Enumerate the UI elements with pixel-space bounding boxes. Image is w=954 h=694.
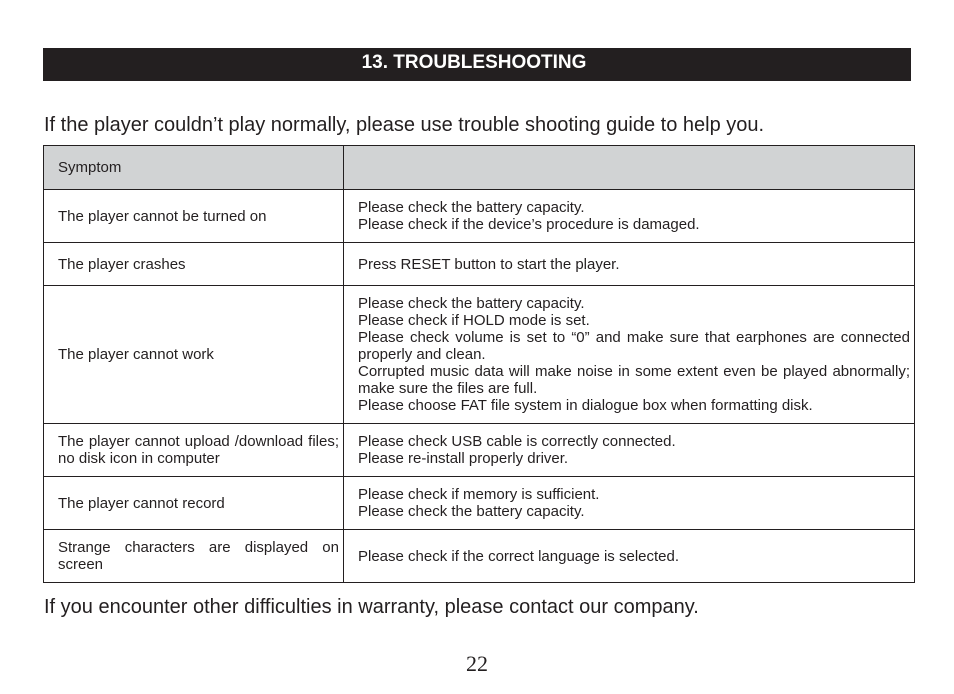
- symptom-cell: The player cannot be turned on: [44, 190, 344, 243]
- solution-line: Please check USB cable is correctly connected.: [358, 433, 676, 450]
- table-row: [44, 424, 915, 477]
- table-row: [44, 190, 915, 243]
- solution-cell: [344, 190, 915, 243]
- solution-line: Press RESET button to start the player.: [358, 255, 620, 273]
- section-title: 13. TROUBLESHOOTING: [43, 48, 911, 81]
- solution-line: Please check volume is set to “0” and make sure that earphones are connected properly and clean.: [358, 329, 910, 363]
- troubleshooting-table: [43, 145, 915, 583]
- solution-line: Please check if the device’s procedure is damaged.: [358, 216, 700, 233]
- solution-line: Corrupted music data will make noise in some extent even be played abnormally; make sure the files are full.: [358, 363, 910, 397]
- intro-text: If the player couldn’t play normally, please use trouble shooting guide to help you.: [44, 114, 765, 136]
- solution-cell: [344, 424, 915, 477]
- table-row: [44, 243, 915, 286]
- symptom-cell: Strange characters are displayed on screen: [44, 530, 344, 583]
- solution-line: Please check if the correct language is selected.: [358, 547, 680, 565]
- solution-cell: [344, 286, 915, 424]
- solution-line: Please choose FAT file system in dialogue box when formatting disk.: [358, 397, 813, 414]
- solution-line: Please check if HOLD mode is set.: [358, 312, 590, 329]
- table-row: [44, 286, 915, 424]
- table-header-row: [44, 146, 915, 190]
- header-solution: [344, 146, 915, 190]
- solution-cell: [344, 243, 915, 286]
- outro-text: If you encounter other difficulties in warranty, please contact our company.: [44, 596, 699, 618]
- solution-line: Please check if memory is sufficient.: [358, 486, 600, 503]
- page-number: 22: [466, 651, 488, 676]
- table-row: [44, 477, 915, 530]
- solution-cell: [344, 530, 915, 583]
- symptom-cell: The player cannot upload /download files; no disk icon in computer: [44, 424, 344, 477]
- solution-cell: [344, 477, 915, 530]
- symptom-cell: The player cannot work: [44, 286, 344, 424]
- symptom-cell: The player cannot record: [44, 477, 344, 530]
- symptom-cell: The player crashes: [44, 243, 344, 286]
- table-row: [44, 530, 915, 583]
- header-symptom: Symptom: [44, 146, 344, 190]
- solution-line: Please check the battery capacity.: [358, 503, 585, 520]
- solution-line: Please check the battery capacity.: [358, 295, 585, 312]
- solution-line: Please re-install properly driver.: [358, 450, 569, 467]
- solution-line: Please check the battery capacity.: [358, 199, 585, 216]
